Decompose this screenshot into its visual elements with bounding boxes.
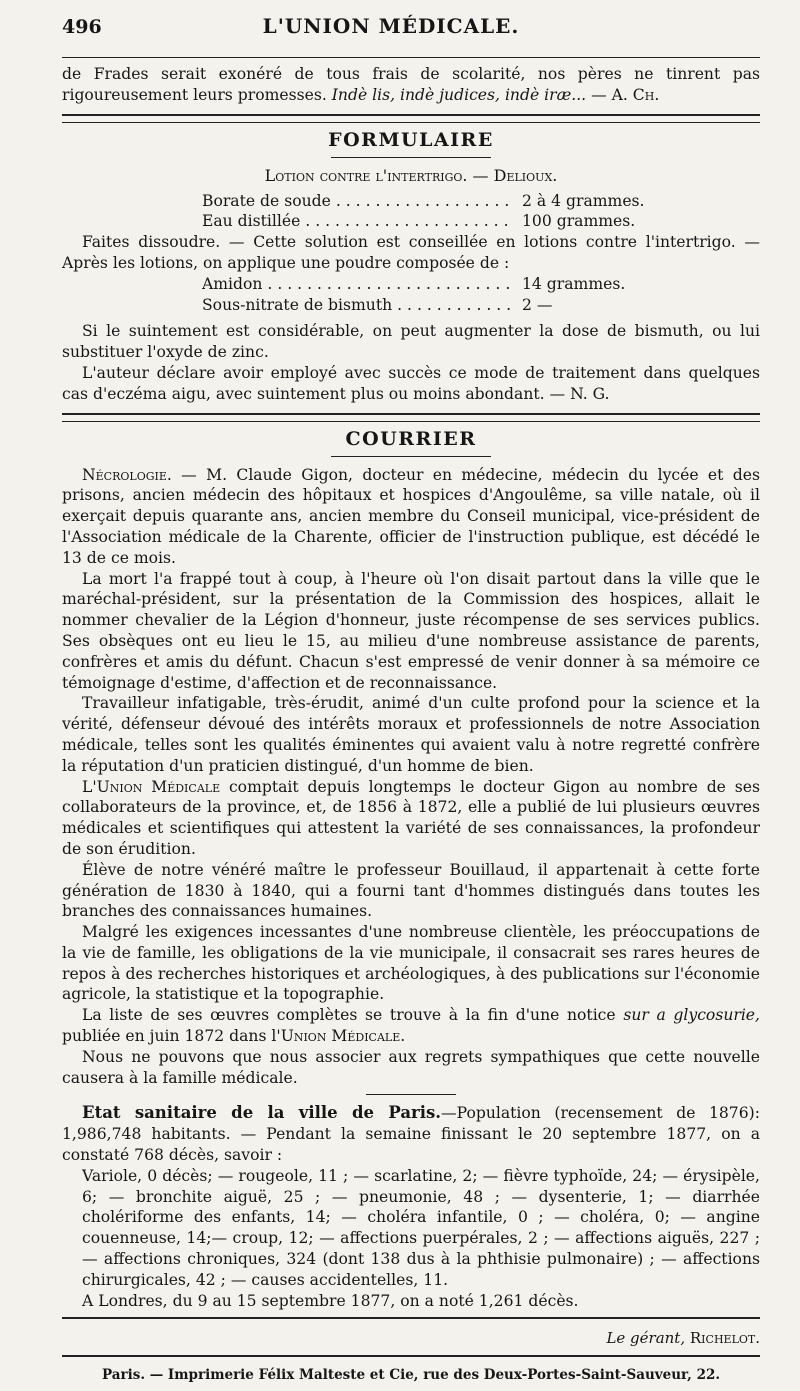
formulaire-title: FORMULAIRE xyxy=(328,128,494,151)
separator-rule xyxy=(366,1094,456,1095)
section-divider xyxy=(62,114,760,123)
ingredient-name: Eau distillée . . . xyxy=(202,211,510,232)
necrology-paragraph xyxy=(62,465,760,569)
article-text: publiée en juin 1872 dans l' xyxy=(62,1027,281,1046)
stats-paragraph xyxy=(62,1103,760,1165)
gerant-signature xyxy=(62,1329,760,1347)
section-divider xyxy=(62,413,760,422)
latin-quote: Indè lis, indè judices, indè iræ... xyxy=(331,85,587,104)
recipe-row xyxy=(202,191,672,212)
necrology-text: — M. Claude Gigon, docteur en médecine, médecin du lycée et des prisons, ancien médecin des hôpitaux et hospices d'Angoulême, sa ville natale, où il exerçait depuis quarante ans, ancien membre du Conseil municipal, vice-président de l'Association médicale de la Charente, officier de l'instruction publique, est décédé le 13 de ce mois. xyxy=(62,465,760,567)
footer-rule xyxy=(62,1355,760,1357)
recipe-row xyxy=(202,295,672,316)
title-rule xyxy=(331,157,491,158)
article-paragraph xyxy=(62,1005,760,1047)
recipe-list-1 xyxy=(202,191,672,233)
article-paragraph xyxy=(62,777,760,860)
stats-intro: —Population (recensement de 1876): 1,986,748 habitants. — Pendant la semaine finissant le 20 septembre 1877, on a constaté 768 décès, savoir : xyxy=(62,1104,760,1165)
ingredient-name: Borate de soude . . . xyxy=(202,191,510,212)
article-text: comptait depuis longtemps le docteur Gigon au nombre de ses collaborateurs de la province, et, de 1856 à 1872, elle a publié de lui plusieurs œuvres médicales et scientifiques qui attestent la variété de ses connaissances, la profondeur de son érudition. xyxy=(62,777,760,858)
article-paragraph: Nous ne pouvons que nous associer aux regrets sympathiques que cette nouvelle causera à la famille médicale. xyxy=(62,1047,760,1087)
printer-imprint: Paris. — Imprimerie Félix Malteste et Cie, rue des Deux-Portes-Saint-Sauveur, 22. xyxy=(101,1367,721,1384)
ingredient-qty: 2 à 4 grammes. xyxy=(522,191,645,210)
gerant-label: Le gérant, xyxy=(606,1329,686,1348)
ingredient-qty: 2 — xyxy=(522,295,553,314)
journal-name: L'Union Médicale xyxy=(82,777,221,796)
article-paragraph: Malgré les exigences incessantes d'une nombreuse clientèle, les préoccupations de la vie de famille, les obligations de la vie municipale, il consacrait ses rares heures de repos à des recherches historiques et archéologiques, à des publications sur l'économie agricole, la statistique et la topographie. xyxy=(62,923,760,1004)
stats-heading: Etat sanitaire de la ville de Paris. xyxy=(82,1103,441,1123)
ingredient-qty: 14 grammes. xyxy=(522,274,626,293)
footer-rule xyxy=(62,1317,760,1319)
recipe-list-2 xyxy=(202,274,672,316)
article-text: La liste de ses œuvres complètes se trouve à la fin d'une notice xyxy=(82,1006,624,1025)
recipe-note: L'auteur déclare avoir employé avec succès ce mode de traitement dans quelques cas d'eczéma aigu, avec suintement plus ou moins abondant. — N. G. xyxy=(62,363,760,403)
page-number: 496 xyxy=(62,16,102,38)
article-paragraph: Travailleur infatigable, très-érudit, animé d'un culte profond pour la science et la vérité, défenseur dévoué des intérêts moraux et professionnels de notre Association médicale, telles sont les qualités éminentes qui avaient valu à notre regretté confrère la réputation d'un praticien distingué, d'un homme de bien. xyxy=(62,694,760,775)
intro-signature: — A. Ch. xyxy=(586,85,660,104)
recipe-row xyxy=(202,274,672,295)
article-paragraph: La mort l'a frappé tout à coup, à l'heure où l'on disait partout dans la ville que le maréchal-président, sur la présentation de la Commission des hospices, allait le nommer chevalier de la Légion d'honneur, juste récompense de ses services publics. Ses obsèques ont eu lieu le 15, au milieu d'une nombreuse assistance de parents, confrères et amis du défunt. Chacun s'est empressé de venir donner à sa mémoire ce témoignage d'estime, d'affection et de reconnaissance. xyxy=(62,569,760,692)
recipe-instruction: Faites dissoudre. — Cette solution est conseillée en lotions contre l'intertrigo. — Après les lotions, on applique une poudre composée de : xyxy=(62,233,760,272)
recipe-title: Lotion contre l'intertrigo. — Delioux. xyxy=(264,165,558,185)
gerant-name: Richelot. xyxy=(689,1329,760,1348)
stats-causes: Variole, 0 décès; — rougeole, 11 ; — scarlatine, 2; — fièvre typhoïde, 24; — érysipèle, 6; — bronchite aiguë, 25 ; — pneumonie, 48 ; — dysenterie, 1; — diarrhée cholériforme des enfants, 14; — choléra infantile, 0 ; — choléra, 0; — angine couenneuse, 14;— croup, 12; — affections puerpérales, 2 ; — affections aiguës, 227 ; — affections chroniques, 324 (dont 138 dus à la phthisie pulmonaire) ; — affections chirurgicales, 42 ; — causes accidentelles, 11. xyxy=(82,1166,760,1289)
ingredient-name: Sous-nitrate de bismuth . . . xyxy=(202,295,510,316)
running-header xyxy=(62,14,760,58)
recipe-row xyxy=(202,211,672,232)
notice-title: sur a glycosurie, xyxy=(623,1006,760,1025)
article-paragraph: Élève de notre vénéré maître le professeur Bouillaud, il appartenait à cette forte génération de 1830 à 1840, qui a fourni tant d'hommes distingués dans toutes les branches des connaissances humaines. xyxy=(62,860,760,921)
ingredient-qty: 100 grammes. xyxy=(522,212,636,231)
journal-name: Union Médicale. xyxy=(280,1027,406,1046)
intro-paragraph xyxy=(62,64,760,106)
london-stats: A Londres, du 9 au 15 septembre 1877, on a noté 1,261 décès. xyxy=(82,1291,579,1310)
ingredient-name: Amidon . . . xyxy=(202,274,510,295)
journal-title: L'UNION MÉDICALE. xyxy=(262,14,520,38)
necrology-label: Nécrologie. xyxy=(82,465,172,484)
recipe-note: Si le suintement est considérable, on peut augmenter la dose de bismuth, ou lui substituer l'oxyde de zinc. xyxy=(62,322,760,362)
title-rule xyxy=(331,456,491,457)
courrier-title: COURRIER xyxy=(345,427,477,450)
intro-text: de Frades serait exonéré de tous frais de scolarité, nos pères ne tinrent pas rigoureusement leurs promesses. xyxy=(62,65,760,104)
